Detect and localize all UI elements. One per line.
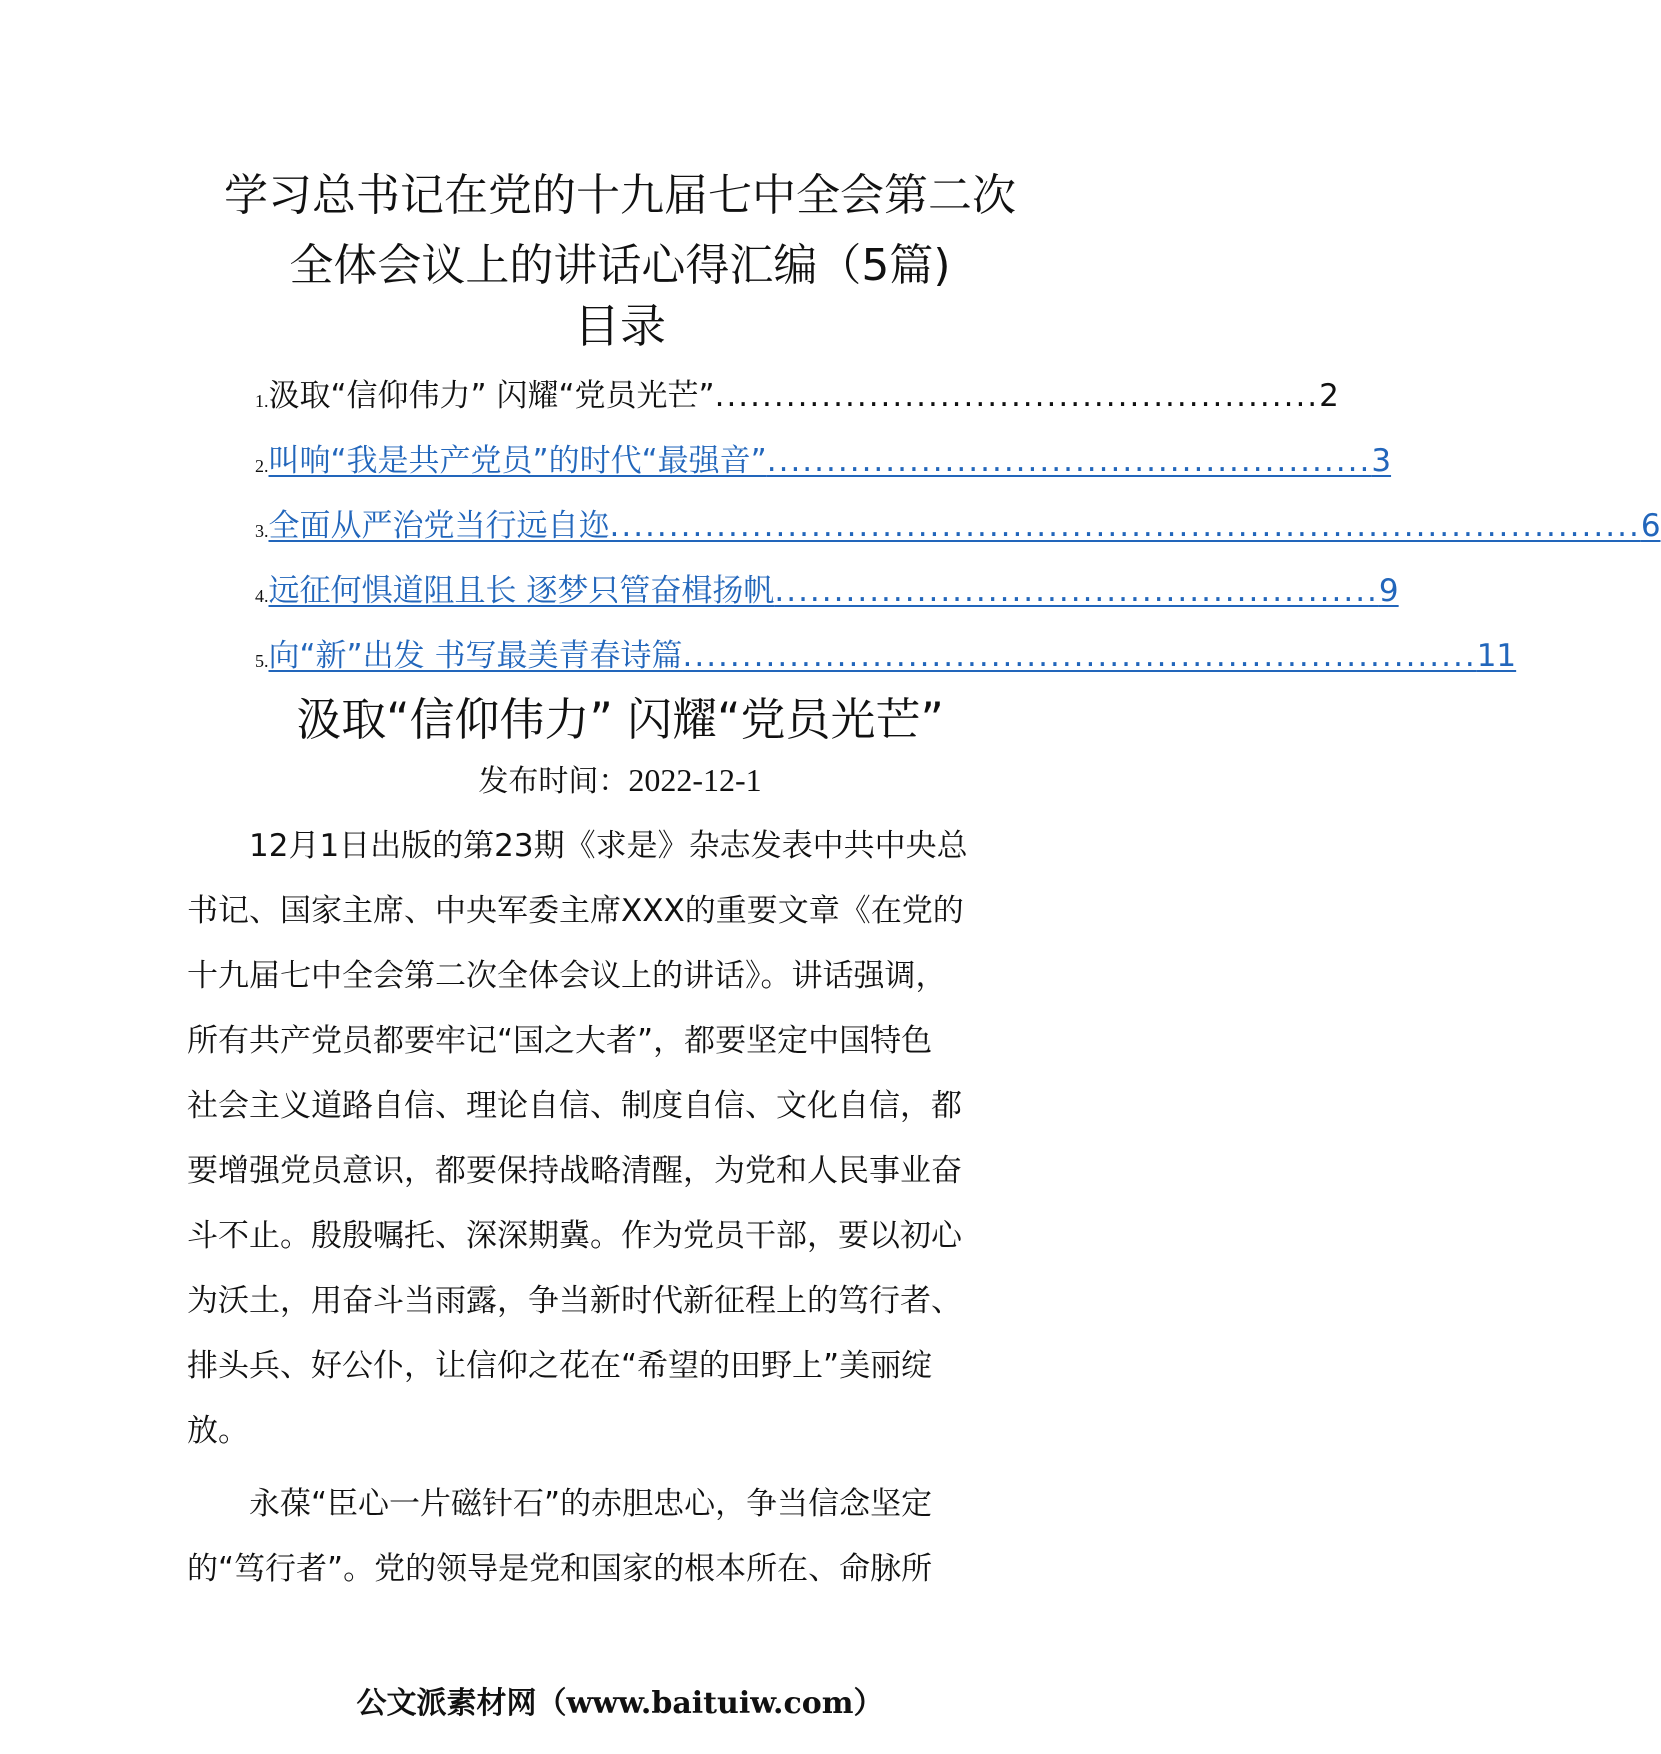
paragraph-line: 的“笃行者”。党的领导是党和国家的根本所在、命脉所: [187, 1551, 933, 1587]
paragraph-line: 所有共产党员都要牢记“国之大者”，都要坚定中国特色: [187, 1023, 933, 1059]
toc-entry-leader: ...................................................: [714, 378, 1320, 414]
toc-entry-leader: .......................................................................................: [609, 508, 1641, 544]
article-paragraph: [187, 1472, 1037, 1602]
toc-entry-leader: ...................................................: [766, 443, 1372, 479]
toc-entry-leader: ...................................................................: [682, 638, 1477, 674]
toc-entry-number: 1.: [255, 391, 269, 411]
paragraph-line: 12月1日出版的第23期《求是》杂志发表中共中央总: [187, 828, 968, 864]
toc-entry-link[interactable]: [269, 376, 1339, 416]
paragraph-line: 书记、国家主席、中央军委主席XXX的重要文章《在党的: [187, 893, 964, 929]
publish-date-label: 发布时间：: [478, 764, 629, 799]
publish-date: [0, 760, 1240, 802]
toc-entry-number: 2.: [255, 456, 269, 476]
toc-heading: 目录: [574, 299, 666, 353]
paragraph-line: 十九届七中全会第二次全体会议上的讲话》。讲话强调，: [187, 958, 947, 994]
toc-entry-number: 4.: [255, 586, 269, 606]
toc-entry-page: 11: [1476, 638, 1517, 674]
toc-entry-leader: ...................................................: [774, 573, 1379, 609]
document-title-line-1: 学习总书记在党的十九届七中全会第二次: [224, 170, 1016, 221]
toc-entry-text: 远征何惧道阻且长 逐梦只管奋楫扬帆: [268, 573, 775, 609]
toc-entry-number: 5.: [255, 651, 269, 671]
paragraph-line: 为沃土，用奋斗当雨露，争当新时代新征程上的笃行者、: [187, 1283, 962, 1319]
paragraph-line: 斗不止。殷殷嘱托、深深期冀。作为党员干部，要以初心: [187, 1218, 962, 1254]
paragraph-line: 永葆“臣心一片磁针石”的赤胆忠心，争当信念坚定: [187, 1486, 933, 1522]
toc-entry[interactable]: [255, 567, 1399, 611]
toc-entry[interactable]: [255, 372, 1339, 416]
paragraph-line: 要增强党员意识，都要保持战略清醒，为党和人民事业奋: [187, 1153, 962, 1189]
toc-entry-page: 9: [1378, 573, 1399, 609]
toc-entry[interactable]: [255, 502, 1661, 546]
toc-entry-text: 向“新”出发 书写最美青春诗篇: [268, 638, 683, 674]
toc-entry-link[interactable]: [269, 571, 1399, 611]
toc-entry-number: 3.: [255, 521, 269, 541]
toc-entry-link[interactable]: [269, 636, 1517, 676]
paragraph-line: 放。: [187, 1413, 249, 1449]
paragraph-line: 社会主义道路自信、理论自信、制度自信、文化自信，都: [187, 1088, 962, 1124]
publish-date-value: 2022-12-1: [628, 762, 762, 798]
toc-entry-page: 2: [1319, 378, 1339, 414]
paragraph-line: 排头兵、好公仆，让信仰之花在“希望的田野上”美丽绽: [187, 1348, 933, 1384]
toc-entry-page: 3: [1371, 443, 1392, 479]
document-title-line-2: 全体会议上的讲话心得汇编（5篇): [289, 240, 951, 291]
toc-entry-text: 全面从严治党当行远自迩: [268, 508, 610, 544]
toc-entry[interactable]: [255, 632, 1517, 676]
toc-entry-link[interactable]: [269, 441, 1392, 481]
page-footer-watermark: 公文派素材网（www.baituiw.com）: [356, 1686, 884, 1721]
toc-entry-page: 6: [1640, 508, 1661, 544]
toc-entry-text: 汲取“信仰伟力” 闪耀“党员光芒”: [268, 378, 715, 414]
toc-entry-link[interactable]: [269, 506, 1661, 546]
article-paragraph: [187, 814, 1037, 1464]
toc-entry[interactable]: [255, 437, 1392, 481]
article-title: 汲取“信仰伟力” 闪耀“党员光芒”: [296, 693, 944, 746]
toc-entry-text: 叫响“我是共产党员”的时代“最强音”: [268, 443, 767, 479]
